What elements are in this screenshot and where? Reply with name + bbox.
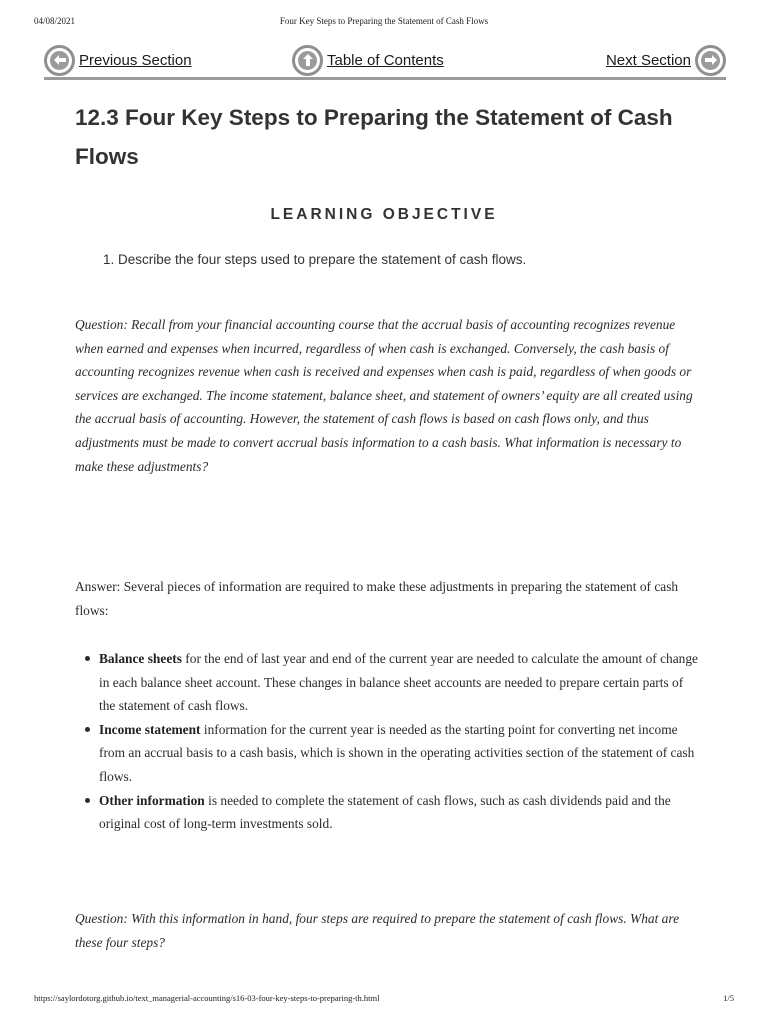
bullet-icon <box>85 798 90 803</box>
previous-section-label[interactable]: Previous Section <box>79 51 192 69</box>
page-number: 1/5 <box>723 993 734 1003</box>
list-item-term: Balance sheets <box>99 651 182 666</box>
list-item <box>99 647 699 718</box>
learning-objective-heading: LEARNING OBJECTIVE <box>270 206 498 223</box>
print-footer <box>0 993 768 1007</box>
next-section-link[interactable] <box>606 44 726 76</box>
bullet-icon <box>85 727 90 732</box>
page-title: 12.3 Four Key Steps to Preparing the Statement of Cash Flows <box>75 105 673 169</box>
question-paragraph-2: Question: With this information in hand, four steps are required to prepare the statement of cash flows. What are these four steps? <box>75 911 680 950</box>
list-item-text: information for the current year is needed as the starting point for converting net income from an accrual basis to a cash basis, which is shown in the operating activities section of the statement of cash flows. <box>99 721 695 784</box>
print-date: 04/08/2021 <box>34 16 76 26</box>
question-paragraph: Question: Recall from your financial accounting course that the accrual basis of accounting recognizes revenue when earned and expenses when incurred, regardless of when cash is exchanged. Conversely, the cash basis of accounting recognizes revenue when cash is received and expenses when cash is paid, regardless of when goods or services are exchanged. The income statement, balance sheet, and statement of owners’ equity are all created using the accrual basis of accounting. However, the statement of cash flows is based on cash flows only, and thus adjustments must be made to convert accrual basis information to a cash basis. What information is necessary to make these adjustments? <box>75 317 693 474</box>
print-header <box>0 16 768 30</box>
previous-section-link[interactable] <box>44 44 192 76</box>
bullet-icon <box>85 656 90 661</box>
list-item <box>99 718 699 789</box>
section-navigation <box>44 44 726 80</box>
print-url: https://saylordotorg.github.io/text_managerial-accounting/s16-03-four-key-steps-to-preparing-th.html <box>34 993 380 1003</box>
arrow-left-icon[interactable] <box>44 45 75 76</box>
print-document-title: Four Key Steps to Preparing the Statement of Cash Flows <box>279 16 489 26</box>
list-item-term: Other information <box>99 792 205 808</box>
arrow-up-icon[interactable] <box>292 45 323 76</box>
list-item-term: Income statement <box>99 721 201 737</box>
table-of-contents-link[interactable] <box>292 44 444 76</box>
list-item-text: for the end of last year and end of the current year are needed to calculate the amount of change in each balance sheet account. These changes in balance sheet accounts are needed to prepare certain parts of the statement of cash flows. <box>99 651 698 714</box>
list-item-text: is needed to complete the statement of cash flows, such as cash dividends paid and the original cost of long-term investments sold. <box>99 792 671 832</box>
next-section-label[interactable]: Next Section <box>605 51 691 69</box>
required-information-list <box>99 647 699 836</box>
list-item <box>99 789 699 836</box>
arrow-right-icon[interactable] <box>695 45 726 76</box>
learning-objective-list <box>103 250 703 270</box>
learning-objective-item: 1. Describe the four steps used to prepare the statement of cash flows. <box>103 252 527 267</box>
answer-paragraph: Answer: Several pieces of information are required to make these adjustments in preparing the statement of cash flows: <box>75 579 679 618</box>
table-of-contents-label[interactable]: Table of Contents <box>327 51 444 69</box>
